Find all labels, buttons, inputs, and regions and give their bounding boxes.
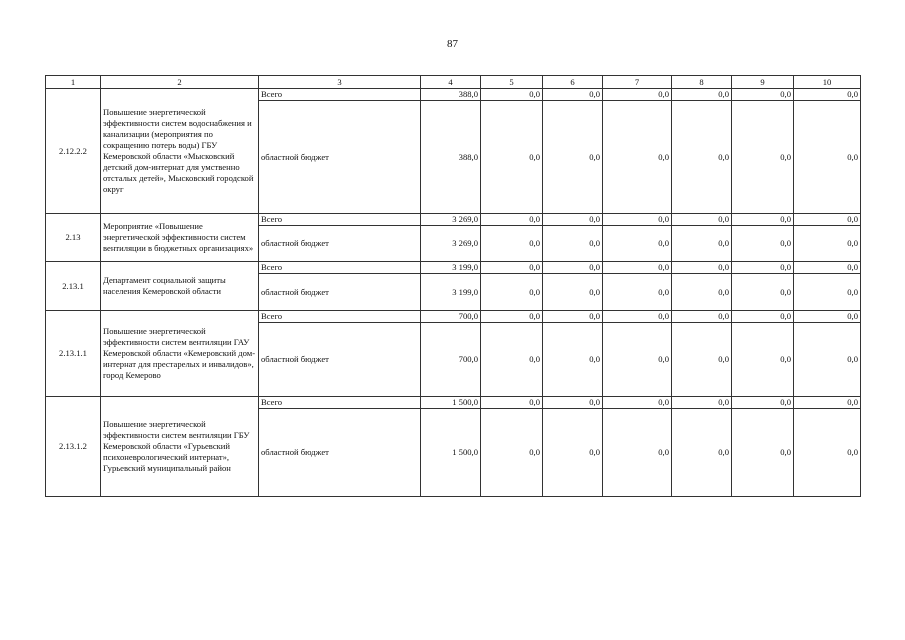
table-row bbox=[46, 311, 861, 323]
column-header: 5 bbox=[481, 76, 543, 89]
value-cell: 0,0 bbox=[603, 397, 672, 409]
value-cell: 0,0 bbox=[672, 226, 732, 262]
value-cell: 0,0 bbox=[732, 409, 794, 497]
item-name: Мероприятие «Повышение энергетической эффективности систем вентиляции в бюджетных организациях» bbox=[101, 214, 259, 262]
value-cell: 0,0 bbox=[603, 409, 672, 497]
table-row bbox=[46, 397, 861, 409]
column-header: 6 bbox=[543, 76, 603, 89]
value-cell: 0,0 bbox=[672, 397, 732, 409]
value-cell: 0,0 bbox=[794, 409, 861, 497]
page-number: 87 bbox=[447, 38, 458, 50]
value-cell: 0,0 bbox=[672, 214, 732, 226]
column-header: 4 bbox=[421, 76, 481, 89]
value-cell: 700,0 bbox=[421, 311, 481, 323]
funding-source: Всего bbox=[259, 397, 421, 409]
value-cell: 0,0 bbox=[794, 101, 861, 214]
value-cell: 0,0 bbox=[481, 226, 543, 262]
column-header: 9 bbox=[732, 76, 794, 89]
funding-source: Всего bbox=[259, 311, 421, 323]
value-cell: 0,0 bbox=[481, 397, 543, 409]
value-cell: 0,0 bbox=[794, 323, 861, 397]
value-cell: 0,0 bbox=[603, 214, 672, 226]
value-cell: 1 500,0 bbox=[421, 397, 481, 409]
funding-source: Всего bbox=[259, 214, 421, 226]
value-cell: 1 500,0 bbox=[421, 409, 481, 497]
column-header: 1 bbox=[46, 76, 101, 89]
value-cell: 0,0 bbox=[732, 262, 794, 274]
funding-source: областной бюджет bbox=[259, 409, 421, 497]
value-cell: 0,0 bbox=[672, 274, 732, 311]
value-cell: 0,0 bbox=[732, 89, 794, 101]
value-cell: 0,0 bbox=[543, 397, 603, 409]
value-cell: 0,0 bbox=[543, 274, 603, 311]
funding-source: областной бюджет bbox=[259, 274, 421, 311]
value-cell: 0,0 bbox=[794, 274, 861, 311]
value-cell: 0,0 bbox=[603, 226, 672, 262]
value-cell: 0,0 bbox=[603, 101, 672, 214]
value-cell: 0,0 bbox=[603, 262, 672, 274]
item-name: Повышение энергетической эффективности систем водоснабжения и канализации (мероприятия по сокращению потерь воды) ГБУ Кемеровской области «Мысковский детский дом-интернат для умственно отсталых детей», Мысковский городской округ bbox=[101, 89, 259, 214]
value-cell: 0,0 bbox=[672, 323, 732, 397]
value-cell: 0,0 bbox=[543, 226, 603, 262]
value-cell: 3 269,0 bbox=[421, 226, 481, 262]
value-cell: 0,0 bbox=[481, 323, 543, 397]
value-cell: 0,0 bbox=[481, 274, 543, 311]
value-cell: 0,0 bbox=[543, 323, 603, 397]
value-cell: 0,0 bbox=[543, 101, 603, 214]
value-cell: 3 199,0 bbox=[421, 262, 481, 274]
column-header: 2 bbox=[101, 76, 259, 89]
funding-source: Всего bbox=[259, 89, 421, 101]
value-cell: 0,0 bbox=[543, 89, 603, 101]
value-cell: 0,0 bbox=[732, 311, 794, 323]
value-cell: 0,0 bbox=[794, 226, 861, 262]
value-cell: 0,0 bbox=[732, 274, 794, 311]
value-cell: 0,0 bbox=[603, 89, 672, 101]
item-name: Департамент социальной защиты населения Кемеровской области bbox=[101, 262, 259, 311]
value-cell: 0,0 bbox=[672, 409, 732, 497]
value-cell: 0,0 bbox=[543, 311, 603, 323]
table-row bbox=[46, 89, 861, 101]
value-cell: 0,0 bbox=[794, 397, 861, 409]
value-cell: 0,0 bbox=[481, 101, 543, 214]
value-cell: 0,0 bbox=[481, 262, 543, 274]
value-cell: 388,0 bbox=[421, 101, 481, 214]
funding-source: областной бюджет bbox=[259, 101, 421, 214]
value-cell: 0,0 bbox=[732, 226, 794, 262]
value-cell: 0,0 bbox=[481, 214, 543, 226]
column-number-row bbox=[46, 76, 861, 89]
funding-source: областной бюджет bbox=[259, 226, 421, 262]
item-code: 2.12.2.2 bbox=[46, 89, 101, 214]
value-cell: 0,0 bbox=[672, 262, 732, 274]
value-cell: 0,0 bbox=[543, 409, 603, 497]
value-cell: 0,0 bbox=[732, 323, 794, 397]
column-header: 3 bbox=[259, 76, 421, 89]
column-header: 10 bbox=[794, 76, 861, 89]
table-row bbox=[46, 262, 861, 274]
table-row bbox=[46, 214, 861, 226]
value-cell: 0,0 bbox=[794, 311, 861, 323]
value-cell: 0,0 bbox=[543, 262, 603, 274]
funding-source: Всего bbox=[259, 262, 421, 274]
column-header: 7 bbox=[603, 76, 672, 89]
item-name: Повышение энергетической эффективности систем вентиляции ГАУ Кемеровской области «Кемеровский дом-интернат для престарелых и инвалидов», город Кемерово bbox=[101, 311, 259, 397]
item-code: 2.13.1.1 bbox=[46, 311, 101, 397]
value-cell: 0,0 bbox=[794, 214, 861, 226]
funding-source: областной бюджет bbox=[259, 323, 421, 397]
value-cell: 0,0 bbox=[732, 214, 794, 226]
value-cell: 0,0 bbox=[794, 89, 861, 101]
value-cell: 700,0 bbox=[421, 323, 481, 397]
item-code: 2.13 bbox=[46, 214, 101, 262]
value-cell: 0,0 bbox=[603, 274, 672, 311]
value-cell: 0,0 bbox=[794, 262, 861, 274]
value-cell: 0,0 bbox=[543, 214, 603, 226]
value-cell: 0,0 bbox=[672, 311, 732, 323]
value-cell: 0,0 bbox=[481, 409, 543, 497]
value-cell: 0,0 bbox=[603, 311, 672, 323]
value-cell: 0,0 bbox=[732, 397, 794, 409]
value-cell: 0,0 bbox=[603, 323, 672, 397]
column-header: 8 bbox=[672, 76, 732, 89]
value-cell: 0,0 bbox=[481, 311, 543, 323]
item-code: 2.13.1 bbox=[46, 262, 101, 311]
item-name: Повышение энергетической эффективности систем вентиляции ГБУ Кемеровской области «Гурьевский психоневрологический интернат», Гурьевский муниципальный район bbox=[101, 397, 259, 497]
value-cell: 3 269,0 bbox=[421, 214, 481, 226]
item-code: 2.13.1.2 bbox=[46, 397, 101, 497]
value-cell: 0,0 bbox=[672, 89, 732, 101]
value-cell: 0,0 bbox=[732, 101, 794, 214]
value-cell: 0,0 bbox=[481, 89, 543, 101]
budget-table bbox=[45, 75, 861, 497]
value-cell: 388,0 bbox=[421, 89, 481, 101]
value-cell: 3 199,0 bbox=[421, 274, 481, 311]
value-cell: 0,0 bbox=[672, 101, 732, 214]
